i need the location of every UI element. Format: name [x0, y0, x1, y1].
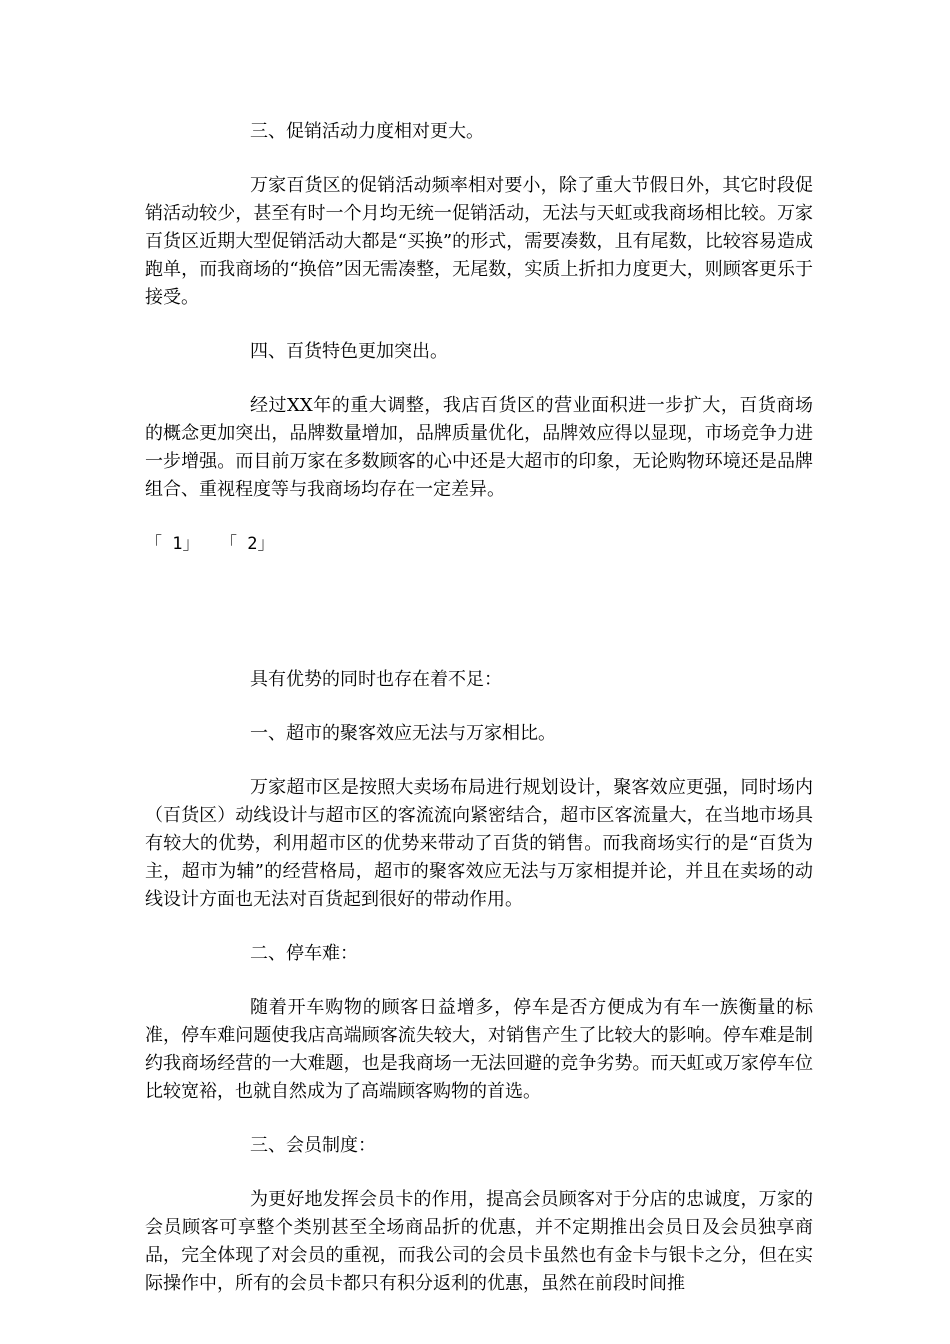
section-paragraph: 万家百货区的促销活动频率相对要小，除了重大节假日外，其它时段促销活动较少，甚至有时一个月均无统一促销活动，无法与天虹或我商场相比较。万家百货区近期大型促销活动大都是“买换”的形式，需要凑数，且有尾数，比较容易造成跑单，而我商场的“换倍”因无需凑整，无尾数，实质上折扣力度更大，则顾客更乐于接受。: [145, 175, 813, 308]
spacer: [145, 694, 813, 720]
page-link-2[interactable]: 「 2」: [219, 534, 275, 554]
section-heading: 一、超市的聚客效应无法与万家相比。: [250, 723, 556, 744]
page-link-1[interactable]: 「 1」: [145, 534, 200, 554]
section-paragraph: 随着开车购物的顾客日益增多，停车是否方便成为有车一族衡量的标准，停车难问题使我店高端顾客流失较大，对销售产生了比较大的影响。停车难是制约我商场经营的一大难题，也是我商场一无法回避的竞争劣势。而天虹或万家停车位比较宽裕，也就自然成为了高端顾客购物的首选。: [145, 997, 813, 1102]
section-heading: 三、会员制度：: [250, 1135, 376, 1156]
spacer: [145, 1160, 813, 1186]
section-heading: 三、促销活动力度相对更大。: [250, 121, 484, 142]
spacer: [145, 366, 813, 392]
spacer: [145, 1106, 813, 1132]
spacer: [145, 748, 813, 774]
spacer: [145, 504, 813, 530]
spacer: [145, 968, 813, 994]
section-paragraph: 万家超市区是按照大卖场布局进行规划设计，聚客效应更强，同时场内（百货区）动线设计与超市区的客流流向紧密结合，超市区客流量大，在当地市场具有较大的优势，利用超市区的优势来带动了百货的销售。而我商场实行的是“百货为主，超市为辅”的经营格局，超市的聚客效应无法与万家相提并论，并且在卖场的动线设计方面也无法对百货起到很好的带动作用。: [145, 777, 813, 910]
section-paragraph: 经过XX年的重大调整，我店百货区的营业面积进一步扩大，百货商场的概念更加突出，品牌数量增加，品牌质量优化，品牌效应得以显现，市场竞争力进一步增强。而目前万家在多数顾客的心中还是大超市的印象，无论购物环境还是品牌组合、重视程度等与我商场均存在一定差异。: [145, 395, 813, 500]
spacer: [145, 146, 813, 172]
spacer: [145, 914, 813, 940]
pagination: [145, 530, 813, 558]
spacer: [145, 312, 813, 338]
page-break-space: [145, 558, 813, 666]
section-heading: 四、百货特色更加突出。: [250, 341, 448, 362]
section-paragraph: 为更好地发挥会员卡的作用，提高会员顾客对于分店的忠诚度，万家的会员顾客可享整个类别甚至全场商品折的优惠，并不定期推出会员日及会员独享商品，完全体现了对会员的重视，而我公司的会员卡虽然也有金卡与银卡之分，但在实际操作中，所有的会员卡都只有积分返利的优惠，虽然在前段时间推: [145, 1189, 813, 1294]
section-heading: 二、停车难：: [250, 943, 358, 964]
intro-heading: 具有优势的同时也存在着不足：: [250, 669, 502, 690]
document-page: [145, 118, 813, 1298]
